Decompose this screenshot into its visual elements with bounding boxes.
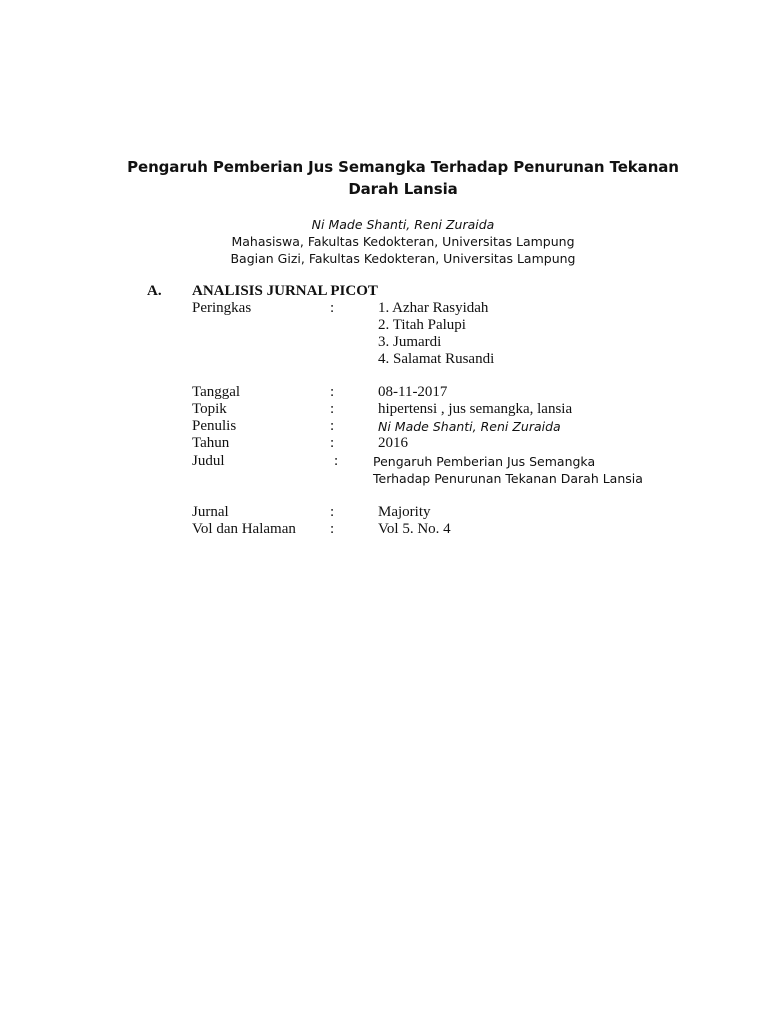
topik-colon: : xyxy=(330,401,335,417)
peringkas-label: Peringkas xyxy=(192,300,252,316)
tahun-value: 2016 xyxy=(378,435,408,451)
tahun-colon: : xyxy=(330,435,335,451)
vol-value: Vol 5. No. 4 xyxy=(378,521,451,537)
peringkas-colon: : xyxy=(330,300,335,316)
jurnal-value: Majority xyxy=(378,504,431,520)
penulis-label: Penulis xyxy=(192,418,237,434)
judul-line-2: Terhadap Penurunan Tekanan Darah Lansia xyxy=(373,471,643,486)
authors: Ni Made Shanti, Reni Zuraida xyxy=(311,217,495,232)
title-line-1: Pengaruh Pemberian Jus Semangka Terhadap Penurunan Tekanan xyxy=(127,158,679,176)
judul-colon: : xyxy=(334,453,339,469)
section-title: ANALISIS JURNAL PICOT xyxy=(192,283,378,299)
vol-label: Vol dan Halaman xyxy=(192,521,296,537)
vol-colon: : xyxy=(330,521,335,537)
tahun-label: Tahun xyxy=(192,435,230,451)
peringkas-item-1: 1. Azhar Rasyidah xyxy=(378,300,489,316)
document-title xyxy=(120,156,686,200)
peringkas-item-4: 4. Salamat Rusandi xyxy=(378,351,495,367)
judul-line-1: Pengaruh Pemberian Jus Semangka xyxy=(373,454,596,469)
tanggal-label: Tanggal xyxy=(192,384,241,400)
section-letter: A. xyxy=(147,283,162,299)
penulis-colon: : xyxy=(330,418,335,434)
peringkas-item-2: 2. Titah Palupi xyxy=(378,317,466,333)
affiliation-1: Mahasiswa, Fakultas Kedokteran, Universitas Lampung xyxy=(231,234,575,249)
peringkas-item-3: 3. Jumardi xyxy=(378,334,442,350)
jurnal-colon: : xyxy=(330,504,335,520)
jurnal-label: Jurnal xyxy=(192,504,229,520)
topik-label: Topik xyxy=(192,401,227,417)
affiliation-2: Bagian Gizi, Fakultas Kedokteran, Universitas Lampung xyxy=(230,251,576,266)
judul-label: Judul xyxy=(192,453,225,469)
tanggal-colon: : xyxy=(330,384,335,400)
penulis-value: Ni Made Shanti, Reni Zuraida xyxy=(378,419,561,434)
title-line-2: Darah Lansia xyxy=(348,180,458,198)
topik-value: hipertensi , jus semangka, lansia xyxy=(378,401,573,417)
tanggal-value: 08-11-2017 xyxy=(378,384,448,400)
